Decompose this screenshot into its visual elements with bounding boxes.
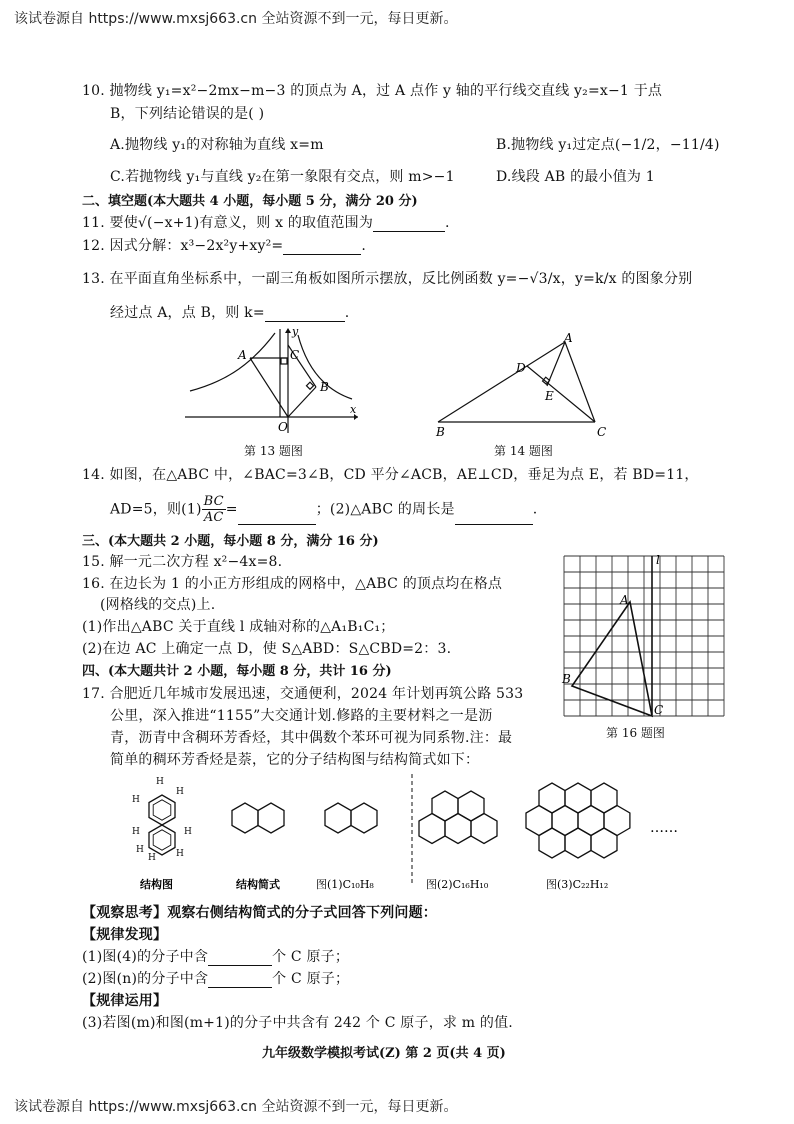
caption-structure: 结构图 — [140, 878, 173, 891]
benzene-ring — [539, 828, 565, 858]
caption-fig1: 图(1)C₁₀H₈ — [316, 878, 374, 891]
label-b: B — [562, 672, 571, 686]
triangle-side-bo — [288, 387, 316, 417]
molecule-figures — [100, 770, 700, 895]
q14-fraction — [202, 494, 226, 525]
fraction-denominator: AC — [203, 510, 224, 525]
q13-answer-blank[interactable] — [265, 307, 345, 322]
q12-answer-blank[interactable] — [283, 240, 361, 255]
benzene-ring — [445, 814, 471, 844]
q12-end: . — [361, 238, 367, 254]
q11-answer-blank[interactable] — [373, 217, 445, 232]
label-o: O — [278, 420, 288, 434]
q16-line4: (2)在边 AC 上确定一点 D，使 S△ABD：S△CBD=2：3. — [82, 641, 452, 657]
q17-part1-end: 个 C 原子； — [272, 949, 350, 965]
hydrogen-label: H — [176, 849, 184, 859]
figure-14 — [430, 332, 610, 440]
fig16-caption: 第 16 题图 — [606, 726, 665, 740]
fig14-caption: 第 14 题图 — [494, 444, 553, 458]
q13-text: 经过点 A，点 B，则 k= — [110, 305, 265, 321]
inner-bond — [153, 830, 171, 850]
q17-line3: 青，沥青中含稠环芳香烃，其中偶数个苯环可视为同系物.注：最 — [110, 730, 513, 746]
rule-heading: 【规律发现】 — [82, 927, 168, 943]
label-a: A — [238, 348, 247, 362]
benzene-ring — [419, 814, 445, 844]
q13-end: . — [344, 305, 350, 321]
q14-answer-blank-2[interactable] — [455, 510, 533, 525]
q14-part2-text: ；(2)△ABC 的周长是 — [315, 501, 455, 518]
q17-part1-text: (1)图(4)的分子中含 — [82, 949, 209, 965]
hydrogen-label: H — [156, 777, 164, 787]
label-c: C — [654, 703, 664, 717]
q10-option-b: B.抛物线 y₁过定点(−1/2，−11/4) — [496, 137, 720, 153]
hydrogen-label: H — [132, 827, 140, 837]
hydrogen-label: H — [148, 853, 156, 863]
q17-part1-blank[interactable] — [208, 951, 272, 966]
benzene-ring — [351, 803, 377, 833]
q17-part2-text: (2)图(n)的分子中含 — [82, 971, 209, 987]
label-c: C — [597, 425, 607, 439]
triangle-side-ao — [250, 358, 288, 417]
q17-part2-blank[interactable] — [208, 973, 272, 988]
label-y: y — [292, 325, 299, 338]
label-l: l — [656, 553, 660, 567]
q14-line1: 14. 如图，在△ABC 中，∠BAC=3∠B，CD 平分∠ACB，AE⊥CD，垂足为点 E，若 BD=11， — [82, 467, 699, 483]
section-2-heading: 二、填空题(本大题共 4 小题，每小题 5 分，满分 20 分) — [82, 194, 418, 209]
q10-stem-line2: B，下列结论错误的是( ) — [110, 106, 265, 122]
q14-end: . — [532, 501, 538, 518]
label-a: A — [564, 332, 573, 345]
watermark-top: 该试卷源自 https://www.mxsj663.cn 全站资源不到一元，每日更新。 — [14, 11, 458, 27]
benzene-ring — [471, 814, 497, 844]
hydrogen-label: H — [176, 787, 184, 797]
q10-option-a: A.抛物线 y₁的对称轴为直线 x=m — [110, 137, 324, 153]
page-footer: 九年级数学模拟考试(Z) 第 2 页(共 4 页) — [262, 1046, 506, 1061]
hydrogen-label: H — [136, 845, 144, 855]
benzene-ring — [258, 803, 284, 833]
q10-option-d: D.线段 AB 的最小值为 1 — [496, 169, 655, 185]
continuation-dots: …… — [650, 820, 678, 836]
q15: 15. 解一元二次方程 x²−4x=8. — [82, 554, 283, 570]
q17-line4: 简单的稠环芳香烃是萘，它的分子结构图与结构简式如下： — [110, 752, 480, 768]
q16-line1: 16. 在边长为 1 的小正方形组成的网格中，△ABC 的顶点均在格点 — [82, 576, 503, 592]
label-e: E — [545, 389, 554, 403]
section-4-heading: 四、(本大题共计 2 小题，每小题 8 分，共计 16 分) — [82, 664, 392, 679]
q10-option-c: C.若抛物线 y₁与直线 y₂在第一象限有交点，则 m>−1 — [110, 169, 455, 185]
q16-line3: (1)作出△ABC 关于直线 l 成轴对称的△A₁B₁C₁； — [82, 619, 395, 635]
hydrogen-label: H — [184, 827, 192, 837]
q11-end: . — [445, 215, 450, 231]
q14-part1-text: AD=5，则(1) — [110, 501, 202, 518]
observe-heading: 【观察思考】观察右侧结构简式的分子式回答下列问题： — [82, 905, 437, 921]
q13-line1: 13. 在平面直角坐标系中，一副三角板如图所示摆放，反比例函数 y=−√3/x，y=k/x 的图象分别 — [82, 271, 693, 287]
label-b: B — [436, 425, 445, 439]
caption-fig3: 图(3)C₂₂H₁₂ — [546, 878, 609, 891]
q13-line2 — [110, 302, 349, 322]
q17-part2 — [82, 968, 349, 988]
q10-stem-line1: 10. 抛物线 y₁=x²−2mx−m−3 的顶点为 A，过 A 点作 y 轴的平行线交直线 y₂=x−1 于点 — [82, 83, 663, 99]
benzene-ring — [604, 806, 630, 836]
hydrogen-label: H — [132, 795, 140, 805]
q11-text: 11. 要使√(−x+1)有意义，则 x 的取值范围为 — [82, 215, 374, 231]
caption-simple: 结构简式 — [236, 878, 280, 891]
label-d: D — [516, 361, 526, 375]
benzene-ring — [325, 803, 351, 833]
q14-line2 — [110, 494, 537, 525]
benzene-ring — [232, 803, 258, 833]
label-c: C — [290, 348, 300, 362]
q17-line1: 17. 合肥近几年城市发展迅速，交通便利，2024 年计划再筑公路 533 — [82, 686, 524, 702]
fraction-numerator: BC — [203, 494, 224, 509]
benzene-ring — [565, 828, 591, 858]
figure-16 — [558, 550, 730, 720]
q12-text: 12. 因式分解：x³−2x²y+xy²= — [82, 238, 284, 254]
fig13-caption: 第 13 题图 — [244, 444, 303, 458]
label-x: x — [350, 403, 357, 416]
q17-line2: 公里，深入推进“1155”大交通计划.修路的主要材料之一是沥 — [110, 708, 493, 724]
figure-13 — [180, 325, 360, 435]
q17-part2-end: 个 C 原子； — [272, 971, 350, 987]
watermark-bottom: 该试卷源自 https://www.mxsj663.cn 全站资源不到一元，每日更新。 — [14, 1099, 458, 1115]
caption-fig2: 图(2)C₁₆H₁₀ — [426, 878, 489, 891]
hyperbola-left — [190, 333, 275, 391]
apply-heading: 【规律运用】 — [82, 993, 168, 1009]
q17-part3: (3)若图(m)和图(m+1)的分子中共含有 242 个 C 原子，求 m 的值. — [82, 1015, 513, 1031]
label-b: B — [320, 380, 329, 394]
section-3-heading: 三、(本大题共 2 小题，每小题 8 分，满分 16 分) — [82, 534, 379, 549]
label-a: A — [620, 593, 629, 607]
q12 — [82, 235, 366, 255]
q17-part1 — [82, 946, 349, 966]
q14-answer-blank-1[interactable] — [238, 510, 316, 525]
q16-line2: (网格线的交点)上. — [100, 597, 216, 613]
q14-equals: = — [225, 501, 238, 518]
benzene-ring — [591, 828, 617, 858]
inner-bond — [153, 800, 171, 820]
q11 — [82, 212, 450, 232]
